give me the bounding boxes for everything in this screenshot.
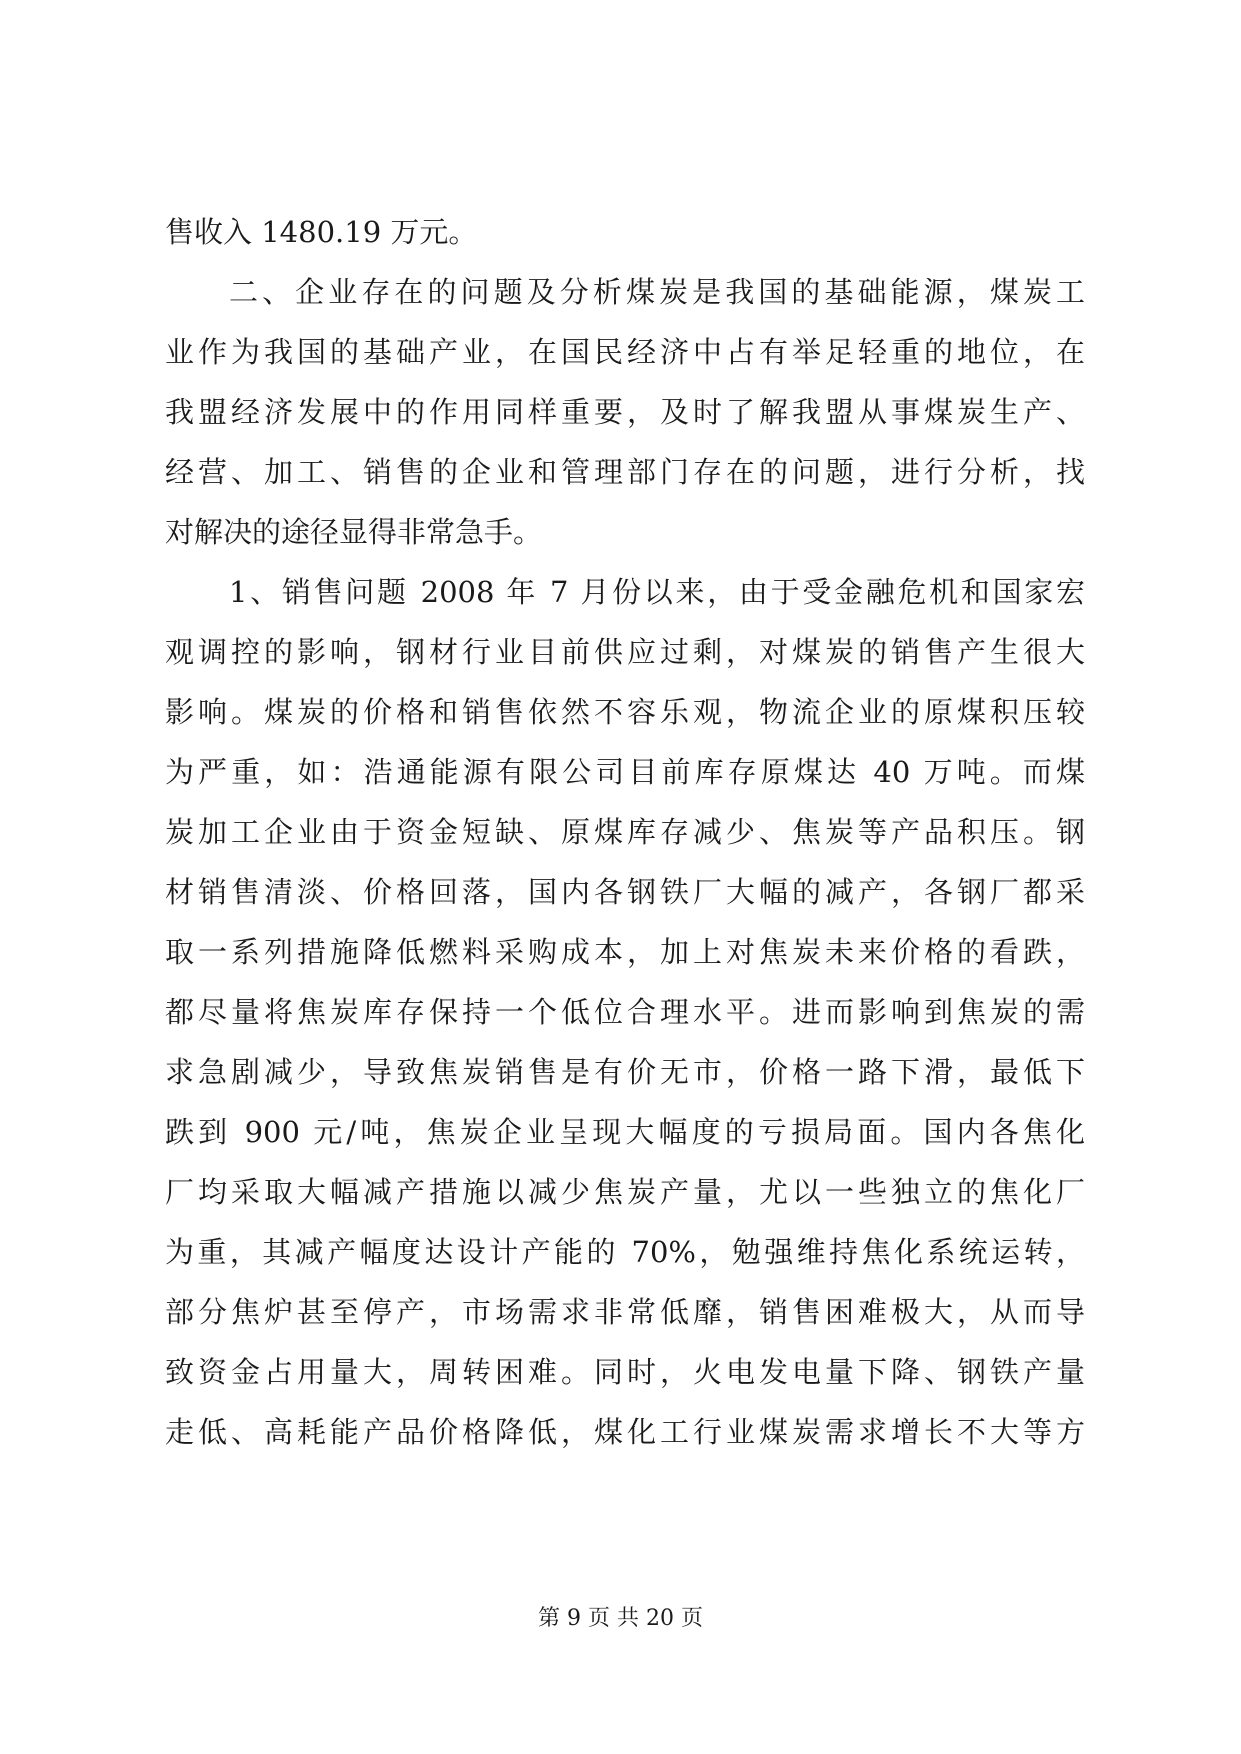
text-line: 影响。煤炭的价格和销售依然不容乐观，物流企业的原煤积压较: [165, 695, 1085, 729]
text-line: 跌到 900 元/吨，焦炭企业呈现大幅度的亏损局面。国内各焦化: [165, 1115, 1085, 1149]
text-line: 我盟经济发展中的作用同样重要，及时了解我盟从事煤炭生产、: [165, 395, 1085, 429]
text-line: 取一系列措施降低燃料采购成本，加上对焦炭未来价格的看跌，: [165, 935, 1085, 969]
text-line: 都尽量将焦炭库存保持一个低位合理水平。进而影响到焦炭的需: [165, 995, 1085, 1029]
text-line: 经营、加工、销售的企业和管理部门存在的问题，进行分析，找: [165, 455, 1085, 489]
text-line: 二、企业存在的问题及分析煤炭是我国的基础能源，煤炭工: [229, 275, 1085, 309]
text-line: 材销售清淡、价格回落，国内各钢铁厂大幅的减产，各钢厂都采: [165, 875, 1085, 909]
text-line: 致资金占用量大，周转困难。同时，火电发电量下降、钢铁产量: [165, 1355, 1085, 1389]
page-footer: 第 9 页 共 20 页: [538, 1606, 703, 1631]
text-line: 炭加工企业由于资金短缺、原煤库存减少、焦炭等产品积压。钢: [165, 815, 1085, 849]
text-line: 业作为我国的基础产业，在国民经济中占有举足轻重的地位，在: [165, 335, 1085, 369]
text-line: 观调控的影响，钢材行业目前供应过剩，对煤炭的销售产生很大: [165, 635, 1085, 669]
text-line: 为重，其减产幅度达设计产能的 70%，勉强维持焦化系统运转，: [165, 1235, 1085, 1269]
text-line: 求急剧减少，导致焦炭销售是有价无市，价格一路下滑，最低下: [165, 1055, 1085, 1089]
text-line: 售收入 1480.19 万元。: [165, 215, 478, 249]
text-line: 厂均采取大幅减产措施以减少焦炭产量，尤以一些独立的焦化厂: [165, 1175, 1085, 1209]
text-line: 部分焦炉甚至停产，市场需求非常低靡，销售困难极大，从而导: [165, 1295, 1085, 1329]
text-line: 对解决的途径显得非常急手。: [165, 515, 543, 549]
text-line: 为严重，如：浩通能源有限公司目前库存原煤达 40 万吨。而煤: [165, 755, 1085, 789]
text-line: 1、销售问题 2008 年 7 月份以来，由于受金融危机和国家宏: [229, 575, 1085, 609]
text-line: 走低、高耗能产品价格降低，煤化工行业煤炭需求增长不大等方: [165, 1415, 1085, 1449]
